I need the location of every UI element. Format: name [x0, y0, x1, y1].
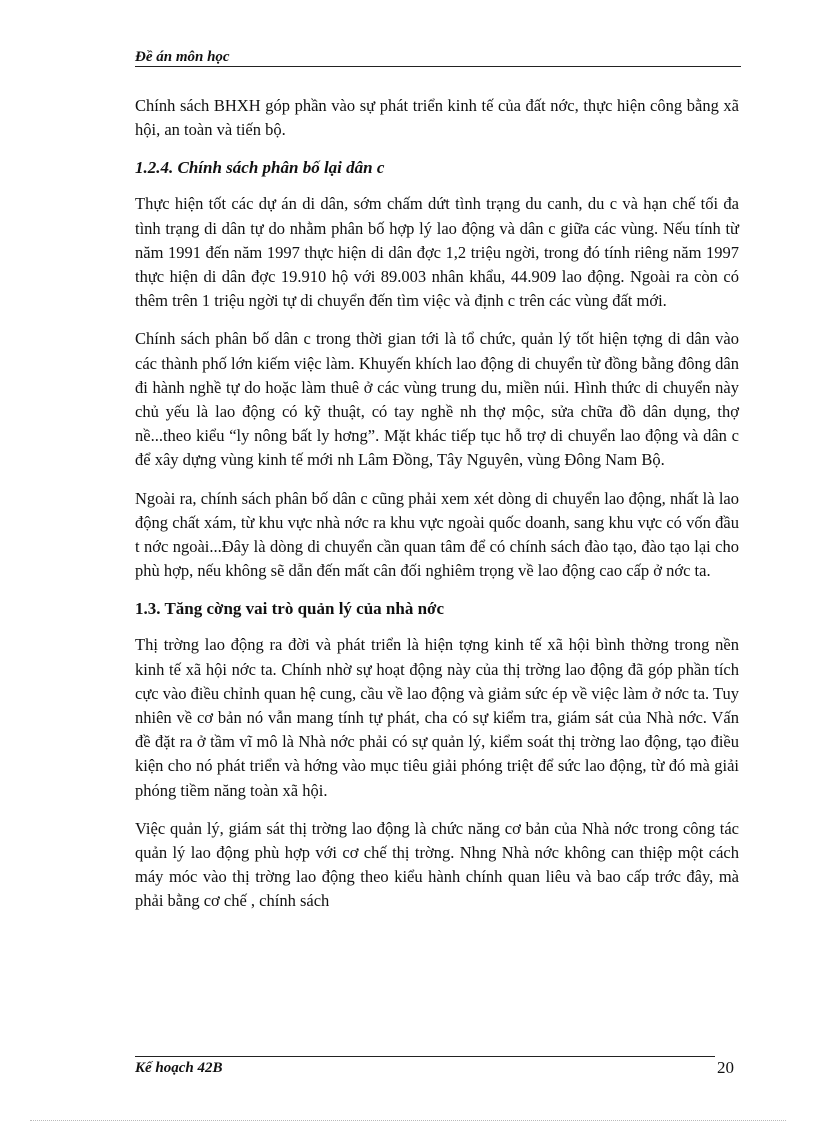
document-body: [135, 94, 739, 928]
paragraph: Ngoài ra, chính sách phân bố dân c cũng phải xem xét dòng di chuyển lao động, nhất là lao động chất xám, từ khu vực nhà nớc ra khu vực ngoài quốc doanh, sang khu vực có vốn đầu t nớc ngoài...Đây là dòng di chuyển cần quan tâm để có chính sách đào tạo, đào tạo lại cho phù hợp, nếu không sẽ dẫn đến mất cân đối nghiêm trọng về lao động cao cấp ở nớc ta.: [135, 488, 739, 581]
page-header-title: Đề án môn học: [135, 48, 741, 67]
paragraph: Chính sách BHXH góp phần vào sự phát triển kinh tế của đất nớc, thực hiện công bằng xã hội, an toàn và tiến bộ.: [135, 96, 739, 140]
page-number: 20: [717, 1058, 734, 1077]
paragraph: Việc quản lý, giám sát thị trờng lao động là chức năng cơ bản của Nhà nớc trong công tác quản lý lao động phù hợp với cơ chế thị trờng. Nhng Nhà nớc không can thiệp một cách máy móc vào thị trờng lao động theo kiểu hành chính quan liêu và bao cấp trớc đây, mà phải bằng cơ chế , chính sách: [135, 818, 739, 911]
footer-label: Kế hoạch 42B: [135, 1060, 223, 1076]
section-heading-1-3: 1.3. Tăng cờng vai trò quản lý của nhà nớc: [135, 599, 444, 619]
footer-divider: [135, 1056, 715, 1057]
section-heading-1-2-4: 1.2.4. Chính sách phân bố lại dân c: [135, 158, 385, 178]
paragraph: Thực hiện tốt các dự án di dân, sớm chấm dứt tình trạng du canh, du c và hạn chế tối đa tình trạng di dân tự do nhằm phân bố hợp lý lao động và dân c giữa các vùng. Nếu tính từ năm 1991 đến năm 1997 thực hiện di dân đợc 1,2 triệu ngời, trong đó tính riêng năm 1997 thực hiện di dân đợc 19.910 hộ với 89.003 nhân khẩu, 44.909 lao động. Ngoài ra còn có thêm trên 1 triệu ngời tự di chuyển đến tìm việc và định c trên các vùng đất mới.: [135, 194, 739, 311]
paragraph: Thị trờng lao động ra đời và phát triển là hiện tợng kinh tế xã hội bình thờng trong nền kinh tế xã hội nớc ta. Chính nhờ sự hoạt động này của thị trờng lao động đã góp phần tích cực vào điều chỉnh quan hệ cung, cầu về lao động và giảm sức ép về việc làm ở nớc ta. Tuy nhiên về cơ bản nó vẫn mang tính tự phát, cha có sự kiểm tra, giám sát của Nhà nớc. Vấn đề đặt ra ở tầm vĩ mô là Nhà nớc phải có sự quản lý, kiểm soát thị trờng lao động, tạo điều kiện cho nó phát triển và hớng vào mục tiêu giải phóng triệt để sức lao động, từ đó mà giải phóng tiềm năng toàn xã hội.: [135, 635, 739, 800]
page-bottom-dotted-border: [30, 1120, 786, 1121]
paragraph: Chính sách phân bố dân c trong thời gian tới là tổ chức, quản lý tốt hiện tợng di dân vào các thành phố lớn kiếm việc làm. Khuyến khích lao động di chuyển từ đồng bằng đông dân đi hành nghề tự do hoặc làm thuê ở các vùng trung du, miền núi. Hình thức di chuyển này chủ yếu là lao động có kỹ thuật, có tay nghề nh thợ mộc, sửa chữa đồ dân dụng, thợ nề...theo kiểu “ly nông bất ly hơng”. Mặt khác tiếp tục hỗ trợ di chuyển lao động và dân c để xây dựng vùng kinh tế mới nh Lâm Đồng, Tây Nguyên, vùng Đông Nam Bộ.: [135, 329, 739, 470]
